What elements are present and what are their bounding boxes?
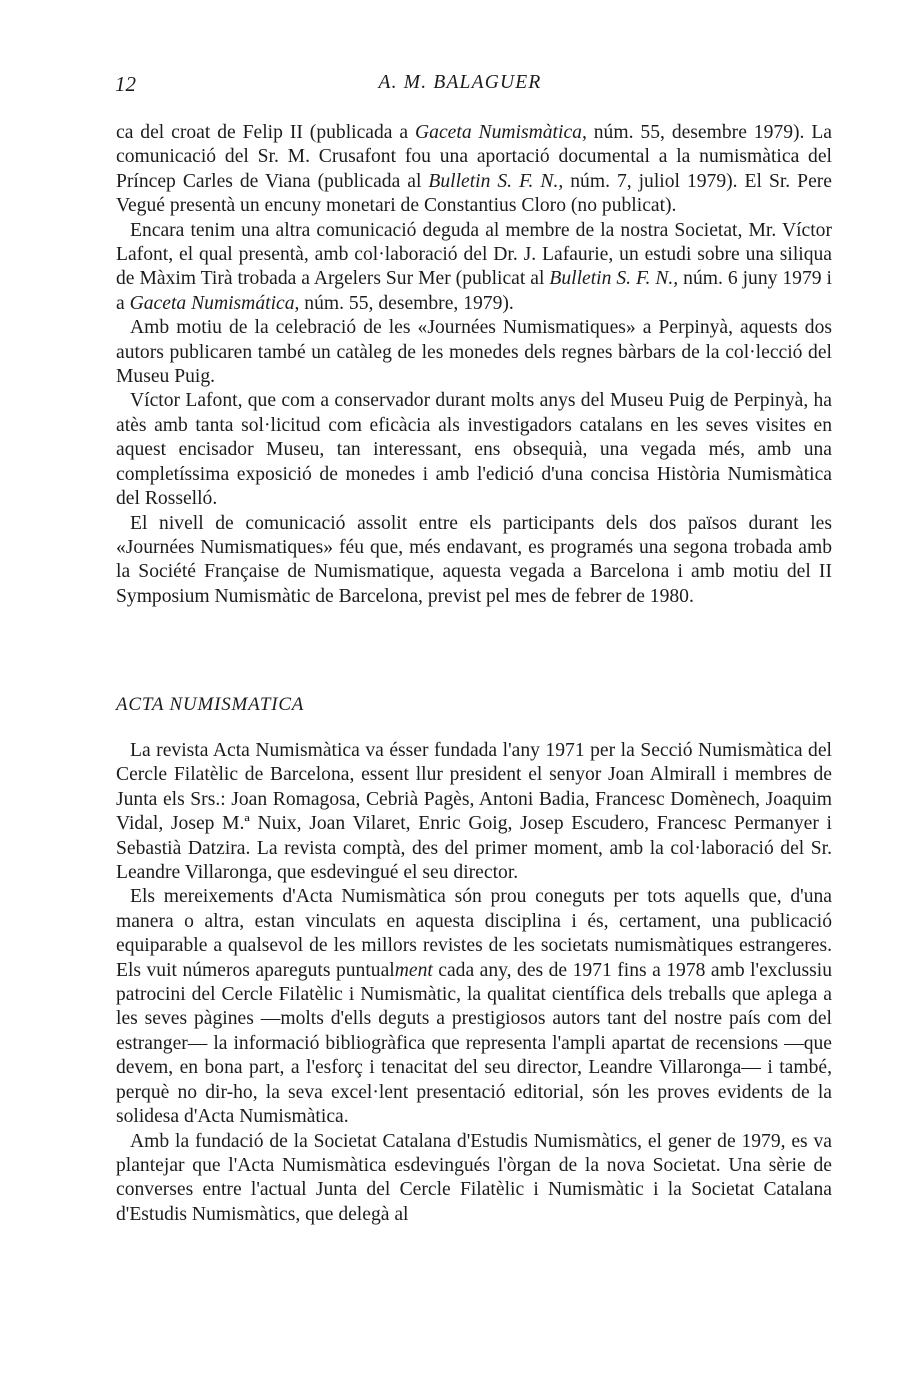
paragraph [116, 316, 832, 389]
page-header [0, 0, 920, 110]
paragraph [116, 389, 832, 511]
text-run: Víctor Lafont, que com a conservador durant molts anys del Museu Puig de Perpinyà, ha atès amb tanta sol·licitud com eficàcia als investigadors catalans en les seves visites en aquest encisador Museu, tan interessant, ens obsequià, una vegada més, amb una completíssima exposició de monedes i amb l'edició d'una concisa Història Numismàtica del Rosselló. [116, 390, 832, 510]
body-text-section-2 [116, 739, 832, 1227]
text-run: ca del croat de Felip II (publicada a [116, 122, 416, 143]
body-text-section-1 [116, 121, 832, 609]
text-run: núm. 55, desembre 1979). La comunicació del Sr. M. Crusafont fou una aportació documental a la numismàtica del Príncep Carles de Viana (publicada al [116, 122, 832, 192]
italic-text-run: Gaceta Numismática, [129, 292, 300, 314]
text-run: La revista Acta Numismàtica va ésser fundada l'any 1971 per la Secció Numismàtica del Cercle Filatèlic de Barcelona, essent llur president el senyor Joan Almirall i membres de Junta els Srs.: Joan Romagosa, Cebrià Pagès, Antoni Badia, Francesc Domènech, Joaquim Vidal, Josep M.ª Nuix, Joan Vilaret, Enric Goig, Josep Escudero, Francesc Permanyer i Sebastià Datzira. La revista comptà, des del primer moment, amb la col·laboració del Sr. Leandre Villaronga, que esdevingué el seu director. [116, 740, 832, 884]
paragraph [116, 121, 832, 219]
text-run: núm. 6 juny 1979 i a [116, 268, 832, 314]
text-run: Amb motiu de la celebració de les «Journées Numismatiques» a Perpinyà, aquests dos autors publicaren també un catàleg de les monedes dels regnes bàrbars de la col·lecció del Museu Puig. [116, 317, 832, 388]
paragraph [116, 885, 832, 1129]
italic-text-run: Bulletin S. F. N., [549, 268, 679, 290]
paragraph [116, 1130, 832, 1228]
text-run: Amb la fundació de la Societat Catalana d'Estudis Numismàtics, el gener de 1979, es va plantejar que l'Acta Numismàtica esdevingués l'òrgan de la nova Societat. Una sèrie de converses entre l'actual Junta del Cercle Filatèlic i Numismàtic i la Societat Catalana d'Estudis Numismàtics, que delegà al [116, 1130, 832, 1225]
italic-text-run: Bulletin S. F. N., [428, 170, 564, 192]
text-run: Els mereixements d'Acta Numismàtica són prou coneguts per tots aquells que, d'una manera o altra, estan vinculats en aquesta disciplina i és, certament, una publicació equiparable a qualsevol de les millors revistes de les societats numismàtiques estrangeres. Els vuit números apareguts puntual [116, 886, 832, 981]
text-run: núm. 7, juliol 1979). El Sr. Pere Vegué presentà un encuny monetari de Constantius Cloro (no publicat). [116, 170, 832, 217]
paragraph [116, 512, 832, 610]
paragraph [116, 739, 832, 885]
paragraph [116, 219, 832, 317]
italic-text-run: ment [394, 959, 433, 981]
text-run: El nivell de comunicació assolit entre els participants dels dos països durant les «Journées Numismatiques» féu que, més endavant, es programés una segona trobada amb la Société Française de Numismatique, aquesta vegada a Barcelona i amb motiu del II Symposium Numismàtic de Barcelona, previst pel mes de febrer de 1980. [116, 512, 832, 607]
text-run: Encara tenim una altra comunicació deguda al membre de la nostra Societat, Mr. Víctor Lafont, el qual presentà, amb col·laboració del Dr. J. Lafaurie, un estudi sobre una siliqua de Màxim Tirà trobada a Argelers Sur Mer (publicat al [116, 219, 832, 290]
text-run: núm. 55, desembre, 1979). [299, 292, 514, 314]
text-run: cada any, des de 1971 fins a 1978 amb l'exclussiu patrocini del Cercle Filatèlic i Numismàtic, la qualitat científica dels treballs que aplega a les seves pàgines —molts d'ells deguts a prestigiosos autors tant del nostre país com del estranger— la informació bibliogràfica que representa l'ampli apartat de recensions —que devem, en bona part, a l'esforç i tenacitat del seu director, Leandre Villaronga— i també, perquè no dir-ho, la seva excel·lent presentació editorial, són les proves evidents de la solidesa d'Acta Numismàtica. [116, 959, 832, 1128]
italic-text-run: Gaceta Numismàtica, [415, 122, 587, 143]
running-head: A. M. BALAGUER [378, 72, 542, 93]
section-heading: ACTA NUMISMATICA [116, 694, 305, 715]
page-number: 12 [115, 72, 136, 96]
